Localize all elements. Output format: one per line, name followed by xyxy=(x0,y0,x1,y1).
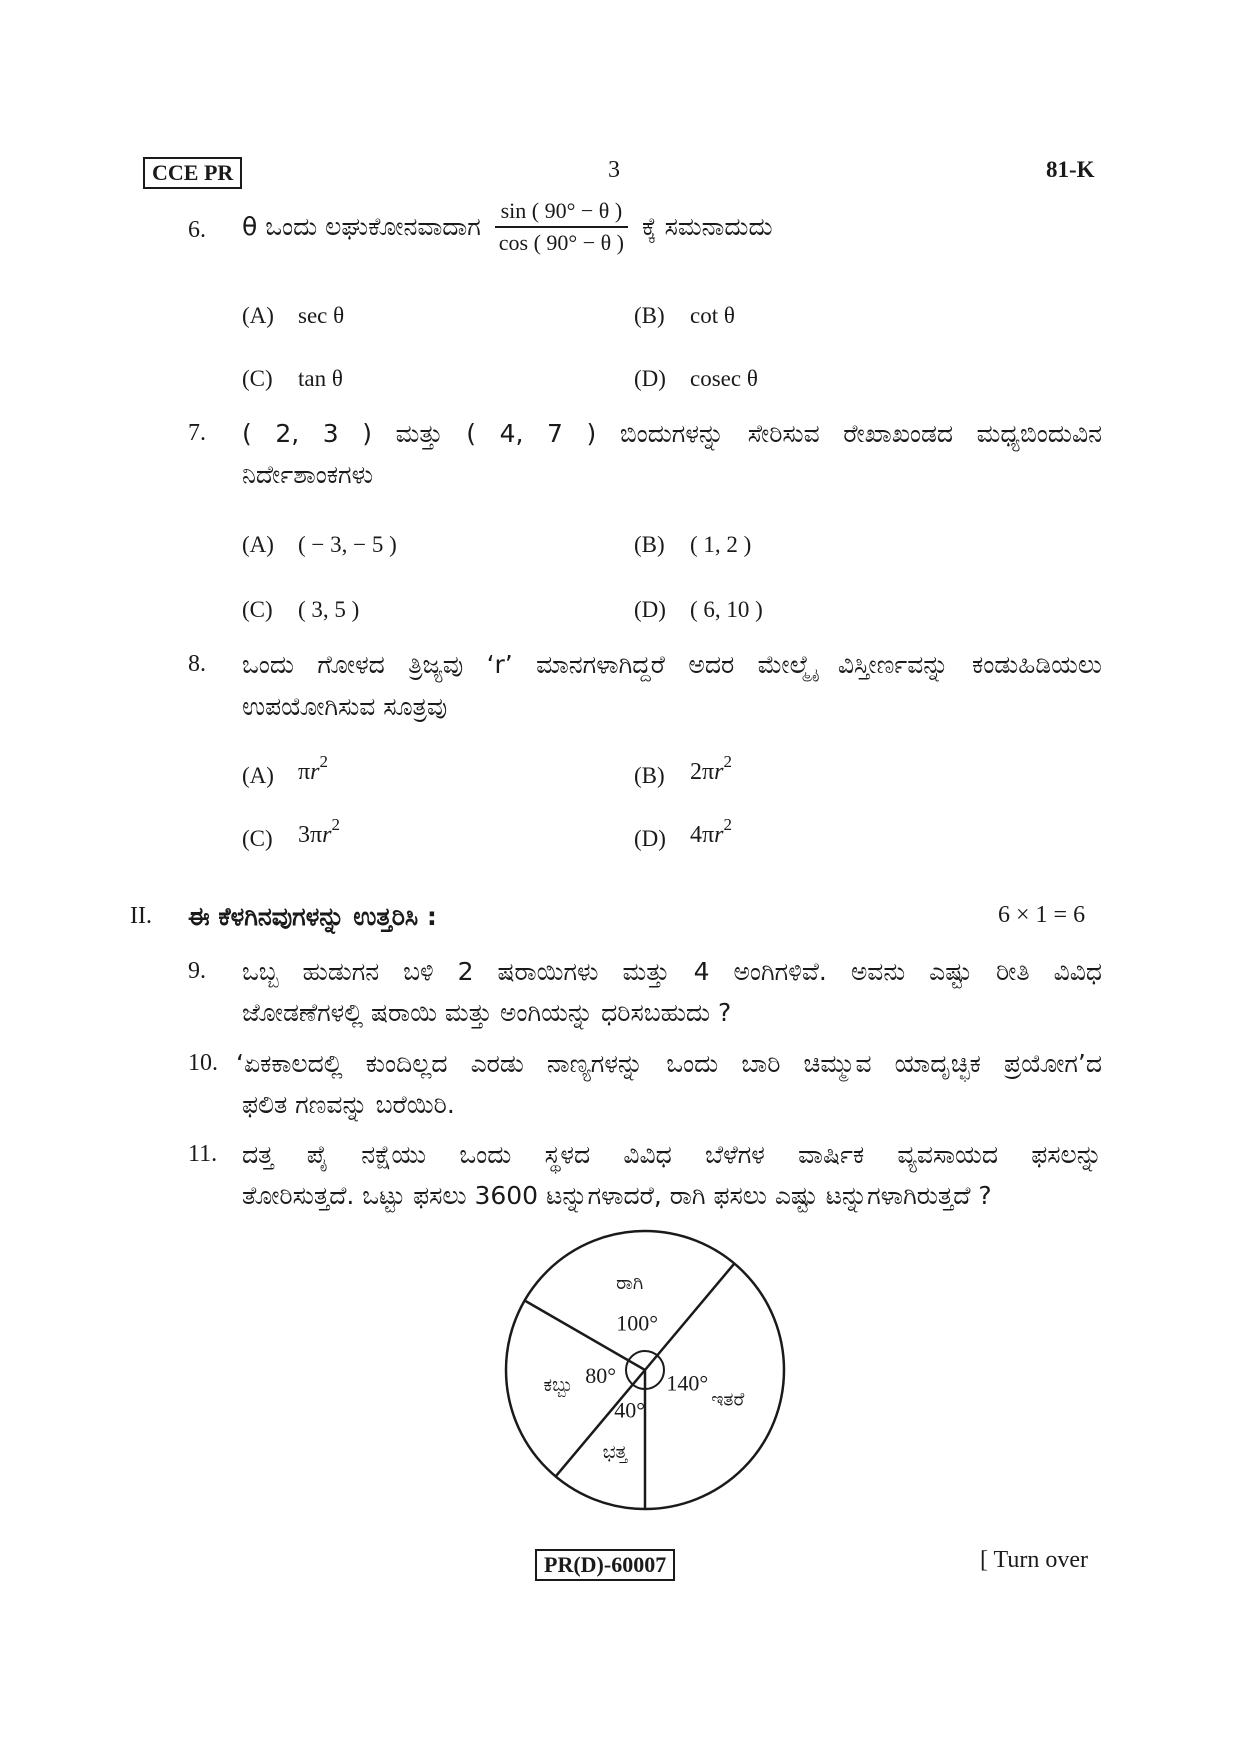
pie-slice-label: ಕಬ್ಬು xyxy=(543,1373,574,1396)
section-title: ಈ ಕೆಳಗಿನವುಗಳನ್ನು ಉತ್ತರಿಸಿ : xyxy=(188,902,437,931)
option-value: $4\pi r^2$ xyxy=(690,815,732,848)
pie-angle-label: 40° xyxy=(614,1397,646,1423)
option-label: (A) xyxy=(242,532,274,557)
option-value: cot θ xyxy=(690,303,735,328)
option-value: ( 1, 2 ) xyxy=(690,532,752,557)
option-label: (D) xyxy=(634,826,666,851)
option-label: (D) xyxy=(634,366,666,391)
question-number: 7. xyxy=(188,420,206,446)
question-number: 8. xyxy=(188,651,206,677)
question-text: θ ಒಂದು ಲಘುಕೋನವಾದಾಗ xyxy=(242,212,481,241)
pie-angle-label: 80° xyxy=(585,1362,617,1388)
paper-code: 81-K xyxy=(1046,157,1095,182)
question-number: 11. xyxy=(188,1141,218,1167)
option-label: (C) xyxy=(242,826,273,851)
question-text: ನಿರ್ದೇಶಾಂಕಗಳು xyxy=(242,460,374,489)
pie-angle-label: 100° xyxy=(616,1310,659,1336)
option-label: (B) xyxy=(634,303,665,328)
section-number: II. xyxy=(130,903,152,929)
option-label: (C) xyxy=(242,597,273,622)
question-text: ( 2, 3 ) ಮತ್ತು ( 4, 7 ) ಬಿಂದುಗಳನ್ನು ಸೇರಿಸುವ ರೇಖಾಖಂಡದ ಮಧ್ಯಬಿಂದುವಿನ xyxy=(242,419,1102,448)
pie-slice-label: ಇತರೆ xyxy=(711,1388,745,1411)
option-value: ( 3, 5 ) xyxy=(298,597,360,622)
pie-chart xyxy=(500,1225,790,1515)
fraction xyxy=(495,198,628,256)
question-text: ಒಬ್ಬ ಹುಡುಗನ ಬಳಿ 2 ಷರಾಯಿಗಳು ಮತ್ತು 4 ಅಂಗಿಗಳಿವೆ. ಅವನು ಎಷ್ಟು ರೀತಿ ವಿವಿಧ xyxy=(242,957,1102,986)
pie-slice-boundary xyxy=(645,1264,734,1370)
paper-code-box: PR(D)-60007 xyxy=(535,1549,675,1581)
question-text: ತೋರಿಸುತ್ತದೆ. ಒಟ್ಟು ಫಸಲು 3600 ಟನ್ನುಗಳಾದರೆ, ರಾಗಿ ಫಸಲು ಎಷ್ಟು ಟನ್ನುಗಳಾಗಿರುತ್ತದೆ ? xyxy=(242,1181,992,1210)
fraction-numerator: sin ( 90° − θ ) xyxy=(495,198,628,228)
question-text: ಒಂದು ಗೋಳದ ತ್ರಿಜ್ಯವು ‘r’ ಮಾನಗಳಾಗಿದ್ದರೆ ಅದರ ಮೇಲ್ಮೈ ವಿಸ್ತೀರ್ಣವನ್ನು ಕಂಡುಹಿಡಿಯಲು xyxy=(242,650,1102,679)
option-value: $\pi r^2$ xyxy=(298,752,328,785)
question-text: ‘ಏಕಕಾಲದಲ್ಲಿ ಕುಂದಿಲ್ಲದ ಎರಡು ನಾಣ್ಯಗಳನ್ನು ಒಂದು ಬಾರಿ ಚಿಮ್ಮುವ ಯಾದೃಚ್ಛಿಕ ಪ್ರಯೋಗ’ದ xyxy=(236,1049,1102,1078)
pie-angle-label: 140° xyxy=(666,1370,709,1396)
option-value: ( − 3, − 5 ) xyxy=(298,532,397,557)
option-label: (A) xyxy=(242,303,274,328)
section-marks: 6 × 1 = 6 xyxy=(998,902,1086,928)
question-text: ಫಲಿತ ಗಣವನ್ನು ಬರೆಯಿರಿ. xyxy=(242,1090,455,1119)
option-value: $3\pi r^2$ xyxy=(298,815,340,848)
page-number: 3 xyxy=(608,157,620,183)
question-number: 9. xyxy=(188,958,206,984)
question-text: ಜೋಡಣೆಗಳಲ್ಲಿ ಷರಾಯಿ ಮತ್ತು ಅಂಗಿಯನ್ನು ಧರಿಸಬಹುದು ? xyxy=(242,998,732,1027)
turn-over-note: [ Turn over xyxy=(980,1547,1089,1573)
option-label: (A) xyxy=(242,763,274,788)
option-value: sec θ xyxy=(298,303,345,328)
fraction-denominator: cos ( 90° − θ ) xyxy=(498,230,624,255)
question-number: 6. xyxy=(188,217,206,243)
question-text: ಉಪಯೋಗಿಸುವ ಸೂತ್ರವು xyxy=(242,692,448,721)
pie-slice-label: ಭತ್ತ xyxy=(602,1441,628,1464)
option-label: (B) xyxy=(634,763,665,788)
option-label: (B) xyxy=(634,532,665,557)
pie-slice-label: ರಾಗಿ xyxy=(616,1271,644,1294)
option-value: ( 6, 10 ) xyxy=(690,597,763,622)
option-label: (C) xyxy=(242,366,273,391)
option-value: tan θ xyxy=(298,366,343,391)
question-text: ದತ್ತ ಪೈ ನಕ್ಷೆಯು ಒಂದು ಸ್ಥಳದ ವಿವಿಧ ಬೆಳೆಗಳ ವಾರ್ಷಿಕ ವ್ಯವಸಾಯದ ಫಸಲನ್ನು xyxy=(242,1140,1102,1169)
question-text: ಕ್ಕೆ ಸಮನಾದುದು xyxy=(642,212,773,241)
question-6-text xyxy=(242,198,773,256)
option-value: cosec θ xyxy=(690,366,758,391)
option-label: (D) xyxy=(634,597,666,622)
subject-code-box: CCE PR xyxy=(143,157,242,189)
question-number: 10. xyxy=(188,1050,218,1076)
option-value: $2\pi r^2$ xyxy=(690,752,732,785)
